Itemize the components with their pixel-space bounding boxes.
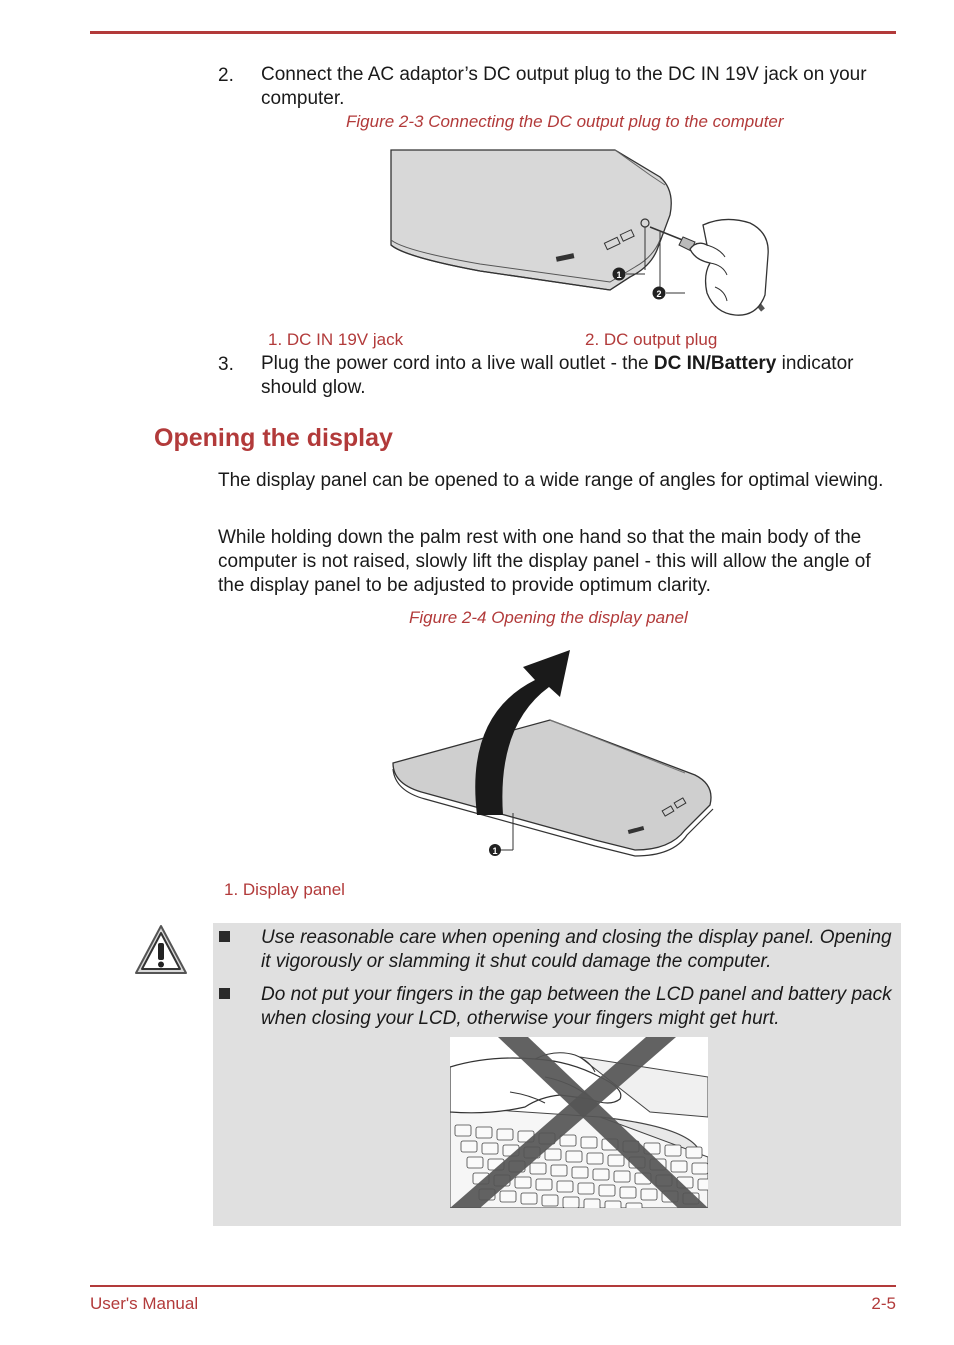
keyboard-key xyxy=(497,1129,513,1140)
figure-2-3-legend-1: 1. DC IN 19V jack xyxy=(268,330,404,349)
section-para-1: The display panel can be opened to a wide range of angles for optimal viewing. xyxy=(218,470,884,491)
keyboard-key xyxy=(593,1169,609,1180)
footer-page-number: 2-5 xyxy=(871,1294,896,1313)
bottom-rule xyxy=(90,1285,896,1287)
warning-bullet-1 xyxy=(219,931,230,942)
keyboard-key xyxy=(581,1137,597,1148)
keyboard-key xyxy=(560,1135,576,1146)
keyboard-key xyxy=(545,1149,561,1160)
keyboard-key xyxy=(461,1141,477,1152)
figure-2-4-illustration xyxy=(385,645,725,865)
keyboard-key xyxy=(515,1177,531,1188)
keyboard-key xyxy=(584,1199,600,1208)
top-rule xyxy=(90,31,896,34)
figure-2-3-callout-1: 1 xyxy=(616,270,622,280)
figure-2-3-legend-2: 2. DC output plug xyxy=(585,330,718,349)
step-2-number: 2. xyxy=(218,65,234,86)
keyboard-key xyxy=(578,1183,594,1194)
figure-2-3-illustration xyxy=(385,145,775,325)
keyboard-key xyxy=(572,1167,588,1178)
section-heading: Opening the display xyxy=(154,424,393,452)
keyboard-key xyxy=(482,1143,498,1154)
warning-item-2: Do not put your fingers in the gap between the LCD panel and battery pack when closing your LCD, otherwise your fingers might get hurt. xyxy=(261,984,892,1029)
keyboard-key xyxy=(671,1161,687,1172)
keyboard-key xyxy=(665,1145,681,1156)
warning-item-1: Use reasonable care when opening and closing the display panel. Opening it vigorously or slamming it shut could damage the computer. xyxy=(261,927,892,972)
section-para-2: While holding down the palm rest with one hand so that the main body of the computer is not raised, slowly lift the display panel - this will allow the angle of the display panel to be adjusted to provide optimum clarity. xyxy=(218,527,871,596)
figure-2-3-caption: Figure 2-3 Connecting the DC output plug to the computer xyxy=(346,112,784,131)
keyboard-key xyxy=(587,1153,603,1164)
keyboard-key xyxy=(641,1189,657,1200)
keyboard-key xyxy=(566,1151,582,1162)
keyboard-key xyxy=(455,1125,471,1136)
footer-title: User's Manual xyxy=(90,1294,199,1313)
step-3-number: 3. xyxy=(218,354,234,375)
keyboard-key xyxy=(614,1171,630,1182)
keyboard-key xyxy=(626,1203,642,1208)
keyboard-key xyxy=(530,1163,546,1174)
keyboard-key xyxy=(551,1165,567,1176)
keyboard-key xyxy=(557,1181,573,1192)
warning-triangle-icon xyxy=(134,923,188,977)
keyboard-key xyxy=(605,1201,621,1208)
keyboard-key xyxy=(536,1179,552,1190)
step-2-text: Connect the AC adaptor’s DC output plug to the DC IN 19V jack on your computer. xyxy=(261,64,867,109)
figure-2-4-legend-1: 1. Display panel xyxy=(224,880,345,899)
keyboard-key xyxy=(692,1163,708,1174)
dc-in-battery-label: DC IN/Battery xyxy=(653,353,777,374)
keyboard-key xyxy=(542,1195,558,1206)
keyboard-key xyxy=(467,1157,483,1168)
figure-2-3-callout-2: 2 xyxy=(656,289,662,299)
keyboard-key xyxy=(476,1127,492,1138)
keyboard-key xyxy=(563,1197,579,1208)
keyboard-key xyxy=(521,1193,537,1204)
keyboard-key xyxy=(500,1191,516,1202)
warning-bullet-2 xyxy=(219,988,230,999)
figure-2-4-caption: Figure 2-4 Opening the display panel xyxy=(409,608,688,627)
keyboard-key xyxy=(608,1155,624,1166)
figure-2-4-callout-1: 1 xyxy=(492,846,498,856)
keyboard-key xyxy=(620,1187,636,1198)
step-3-text-before: Plug the power cord into a live wall outlet - the xyxy=(261,353,654,374)
keyboard-key xyxy=(599,1185,615,1196)
step-3-text-after: indicator should glow. xyxy=(261,353,854,398)
keyboard-key xyxy=(698,1179,708,1190)
finger-gap-warning-illustration xyxy=(450,1037,708,1208)
step-3-text xyxy=(261,352,901,400)
keyboard-key xyxy=(686,1147,702,1158)
